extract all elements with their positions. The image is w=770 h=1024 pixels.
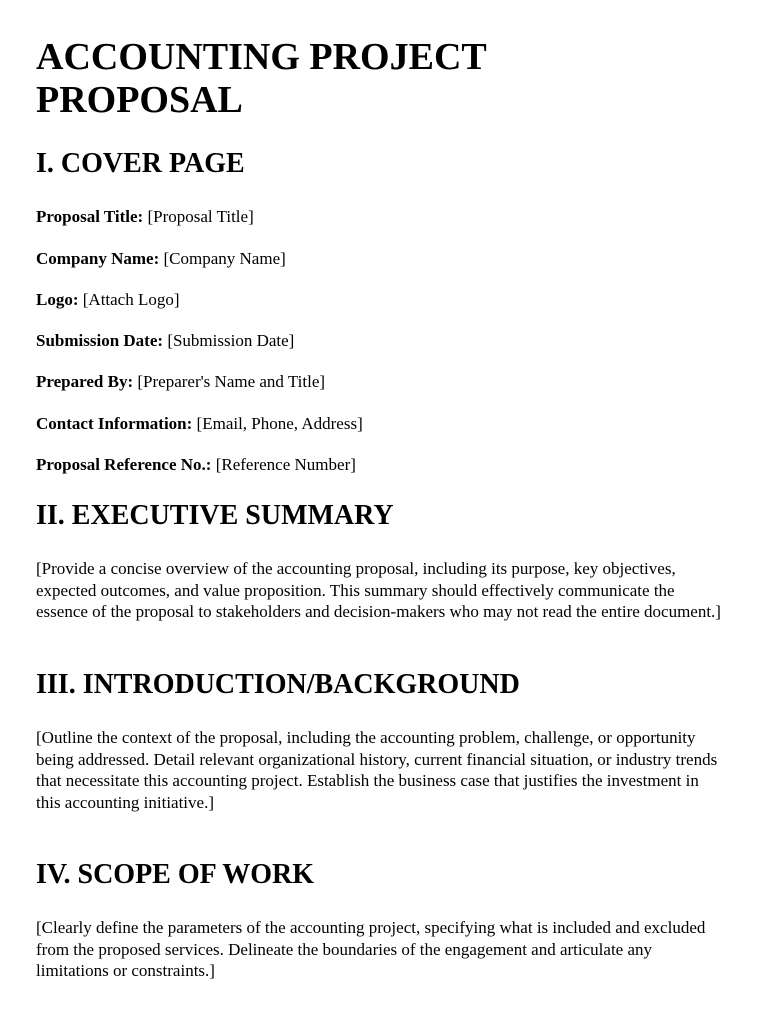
field-value: [Proposal Title] [147,207,254,226]
field-proposal-title [36,207,254,227]
field-value: [Preparer's Name and Title] [137,372,326,391]
field-label: Logo: [36,290,79,309]
field-value: [Submission Date] [167,331,295,350]
section-heading-cover-page: I. COVER PAGE [36,148,245,179]
field-company-name [36,249,286,269]
section-heading-executive-summary: II. EXECUTIVE SUMMARY [36,500,394,531]
field-prepared-by [36,372,325,392]
field-value: [Attach Logo] [82,290,180,309]
section-heading-introduction-background: III. INTRODUCTION/BACKGROUND [36,669,520,700]
field-label: Submission Date: [36,331,164,350]
document-title: ACCOUNTING PROJECT PROPOSAL [36,36,487,121]
section-body-executive-summary: [Provide a concise overview of the accounting proposal, including its purpose, key objectives, expected outcomes, and value proposition. This summary should effectively communicate the essence of the proposal to stakeholders and decision-makers who may not read the entire document.] [36,559,721,621]
field-value: [Company Name] [163,249,286,268]
field-label: Proposal Reference No.: [36,455,212,474]
field-label: Proposal Title: [36,207,144,226]
field-logo [36,290,180,310]
section-heading-scope-of-work: IV. SCOPE OF WORK [36,859,314,890]
section-body-scope-of-work: [Clearly define the parameters of the accounting project, specifying what is included and excluded from the proposed services. Delineate the boundaries of the engagement and articulate any limitations or constraints.] [36,918,706,980]
section-body-introduction-background: [Outline the context of the proposal, including the accounting problem, challenge, or opportunity being addressed. Detail relevant organizational history, current financial situation, or industry trends that necessitate this accounting project. Establish the business case that justifies the investment in this accounting initiative.] [36,728,718,812]
field-submission-date [36,331,294,351]
field-proposal-reference-no [36,455,356,475]
field-label: Prepared By: [36,372,134,391]
field-label: Contact Information: [36,414,193,433]
field-contact-information [36,414,363,434]
field-label: Company Name: [36,249,160,268]
field-value: [Email, Phone, Address] [196,414,363,433]
field-value: [Reference Number] [215,455,356,474]
